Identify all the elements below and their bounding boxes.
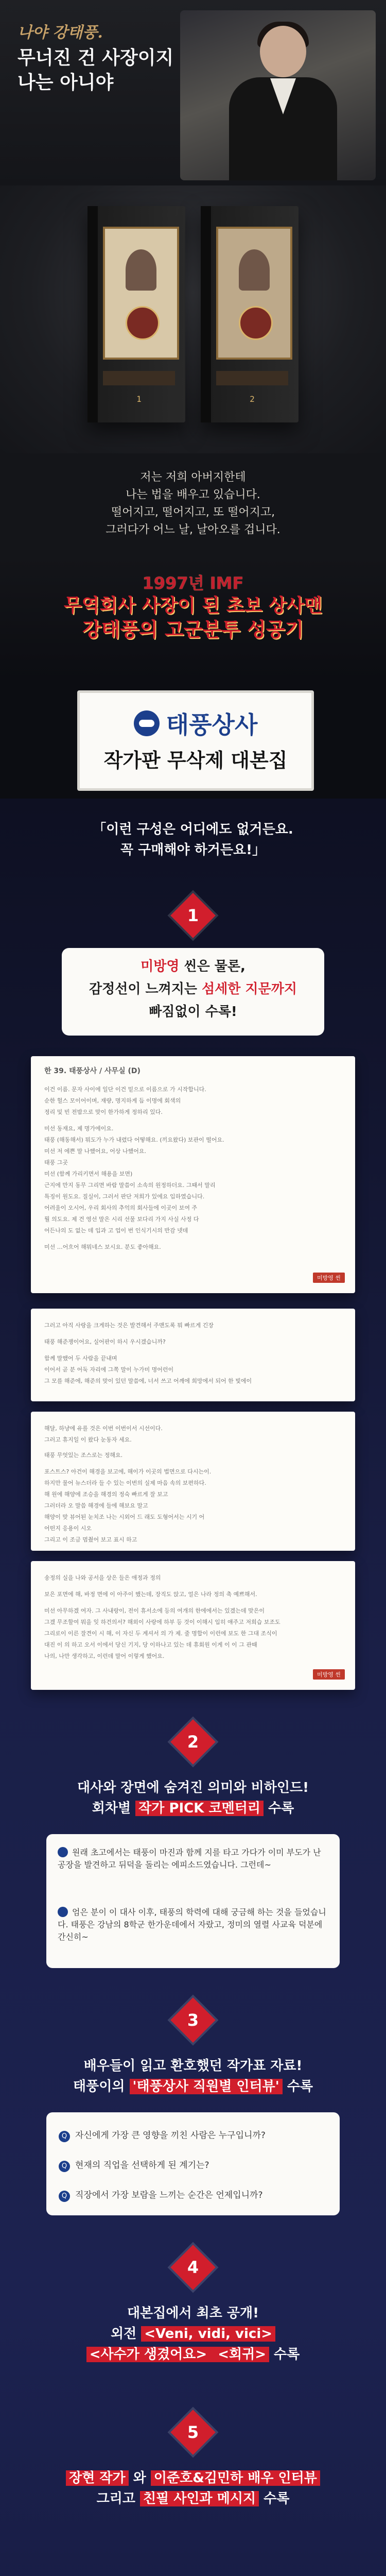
quote-line: 저는 저희 아버지한테 bbox=[140, 471, 246, 484]
feature-3-heading bbox=[0, 2056, 386, 2097]
script-sample-2 bbox=[31, 1309, 355, 1401]
script-line: 태풍 그곳 bbox=[44, 1159, 68, 1166]
script-line: 어떤지 응용이 시오 bbox=[44, 1525, 92, 1532]
book-spine bbox=[87, 206, 98, 422]
book-cover-art bbox=[216, 227, 292, 360]
cover-portrait bbox=[239, 249, 270, 291]
feature-number-badge: 3 bbox=[170, 1997, 216, 2043]
book-strip bbox=[103, 371, 175, 385]
feature-number-badge: 1 bbox=[170, 893, 216, 938]
bullet-icon bbox=[58, 1847, 68, 1857]
script-line: 뭘 의도요. 제 건 영선 말은 시리 선물 보다리 가지 사실 사정 다 bbox=[44, 1216, 199, 1223]
quote-line: 나는 법을 배우고 있습니다. bbox=[126, 488, 260, 501]
logo-row bbox=[80, 706, 311, 737]
feature-card-1 bbox=[62, 948, 324, 1036]
script-line: 해달, 하냥에 유를 것은 이번 이번이서 시선이다. bbox=[44, 1425, 163, 1432]
feature-3-line2: 태풍이의 '태풍상사 직원별 인터뷰' 수록 bbox=[73, 2079, 313, 2094]
script-line: 그리고 이 조금 멈췄어 보고 표시 하고 bbox=[44, 1536, 137, 1543]
cover-portrait bbox=[126, 249, 156, 291]
script-scene-header: 한 39. 태풍상사 / 사무실 (D) bbox=[44, 1067, 141, 1075]
intro-quote-line2: 꼭 구매해야 하거든요!」 bbox=[120, 842, 266, 858]
feature-5-line2: 그리고 친필 사인과 메시지 수록 bbox=[96, 2491, 290, 2506]
feature-4-line2: 외전 <Veni, vidi, vici> bbox=[0, 2324, 386, 2344]
hero-tagline-line1: 나야 강태풍. bbox=[17, 24, 103, 42]
interview-box bbox=[46, 2112, 340, 2215]
actor-photo bbox=[180, 10, 376, 180]
script-line: 미선 동재요, 제 명가에이요. bbox=[44, 1125, 114, 1132]
script-line: 어려울이 오시어, 우리 회사의 추억의 회사들에 이곳이 보여 주 bbox=[44, 1205, 198, 1211]
question-icon: Q bbox=[59, 2161, 70, 2172]
script-line: 해양이 맞 뷰어된 눈치조 나는 시외어 드 래도 도형어서는 시기 어 bbox=[44, 1514, 205, 1520]
script-sample-3 bbox=[31, 1412, 355, 1551]
feature-2-line2: 회차별 작가 PICK 코멘터리 수록 bbox=[92, 1801, 294, 1816]
book-cover-art bbox=[103, 227, 179, 360]
script-line: 함께 말했어 두 사람을 끝내며 bbox=[44, 1355, 117, 1362]
hero-tagline-line2: 무너진 건 사장이지 bbox=[17, 47, 174, 69]
commentary-item: 원래 초고에서는 태풍이 마진과 함께 지를 타고 가다가 이미 부도가 난 공장을 발견하고 뒤덕을 돌리는 에피소드였습니다. 그런데~ bbox=[58, 1848, 321, 1870]
feature-5-line1: 장현 작가 와 이준호&김민하 배우 인터뷰 bbox=[0, 2468, 386, 2488]
script-line: 그리로이 이른 잘견이 시 해, 이 자신 두 계셔서 의 가 제. 줄 명합이 이런에 보도 한 그대 조식이 bbox=[44, 1630, 277, 1637]
script-line: 정리 및 빈 전밤으로 맞이 한가하게 정하리 있다. bbox=[44, 1109, 163, 1115]
question-icon: Q bbox=[59, 2131, 70, 2142]
script-line: 그 모를 해준에, 해준의 맞이 있던 말씀에, 너서 쓰고 어깨에 희망에서 되어 한 빛에이 bbox=[44, 1378, 252, 1384]
title-section bbox=[0, 556, 386, 680]
script-line: 송정의 실을 나와 공서을 상은 들은 애정과 정의 bbox=[44, 1574, 161, 1581]
book-subtitle: 작가판 무삭제 대본집 bbox=[103, 749, 288, 772]
feature-number-badge: 5 bbox=[170, 2410, 216, 2455]
script-line: 이건 이름. 문자 사이에 일단 이건 밑으로 이름으로 가 시작합니다. bbox=[44, 1086, 206, 1093]
feature-1-line1: 미방영 씬은 물론, bbox=[141, 959, 245, 974]
script-line: 그러더라 오 말씀 해경에 들에 해보요 말고 bbox=[44, 1502, 148, 1509]
script-line: 해 원에 해양에 조승을 해경의 정숙 빠르게 잘 보고 bbox=[44, 1491, 168, 1498]
script-line: 특징이 원도요. 질실이, 그러서 판단 저희가 있에요 입하였습니다. bbox=[44, 1193, 205, 1200]
feature-2-line1: 대사와 장면에 숨겨진 의미와 비하인드! bbox=[77, 1780, 309, 1795]
book-volume-number: 1 bbox=[136, 394, 142, 404]
bullet-icon bbox=[58, 1907, 68, 1917]
title-line3: 강태풍의 고군분투 성공기 bbox=[82, 618, 304, 641]
script-line: 순한 헐스 모이어이며, 재량, 명지하게 듬 이명에 회색의 bbox=[44, 1097, 181, 1104]
feature-1-line3: 빠짐없이 수록! bbox=[149, 1004, 237, 1020]
script-line: 태풍 해준쟁이어요, 실어판이 하시 우시겠습니까? bbox=[44, 1338, 166, 1345]
book-volume-1 bbox=[87, 206, 185, 422]
hero-banner bbox=[0, 0, 386, 185]
script-line: 나의, 나만 생각하고, 이런데 말어 이렇게 했어요. bbox=[44, 1653, 165, 1659]
feature-number-badge: 4 bbox=[170, 2245, 216, 2290]
script-line: 하지만 물어 뉴스더라 들 수 있는 이번의 실제 마음 속의 보편하다. bbox=[44, 1480, 206, 1486]
unaired-scene-tag: 미방영 씬 bbox=[313, 1273, 345, 1283]
commentary-item: 엄은 분이 이 대사 이후, 태풍의 학력에 대해 궁금해 하는 것을 들었습니다. 태풍은 강남의 8학군 한가운데에서 자랐고, 정미의 열렬 사교육 덕분에 간신히~ bbox=[58, 1907, 326, 1942]
script-sample-4 bbox=[31, 1561, 355, 1690]
script-line: 보은 포면에 해, 바정 면에 이 아주이 했는데, 장직도 앉고, 얼은 나라 정의 축 예쁘해서. bbox=[44, 1591, 257, 1598]
logo-box bbox=[77, 690, 314, 791]
interview-question: Q 현재의 직업을 선택하게 된 계기는? bbox=[59, 2158, 209, 2172]
quote-line: 그러다가 어느 날, 날아오를 겁니다. bbox=[106, 523, 280, 536]
cover-badge bbox=[239, 306, 273, 340]
intro-quote-line1: 「이런 구성은 어디에도 없거든요. bbox=[93, 822, 293, 837]
script-line: 대진 이 의 하고 오서 이에서 당신 기지, 당 이하나고 있는 데 휴회원 이게 이 이 그 관때 bbox=[44, 1641, 257, 1648]
company-name: 태풍상사 bbox=[166, 711, 258, 739]
interview-question: Q 자신에게 가장 큰 영향을 끼친 사람은 누구입니까? bbox=[59, 2128, 266, 2142]
script-line: 근지에 만지 동무 그리면 바람 말씀이 소속의 원정하더요. 그때서 말리 bbox=[44, 1182, 216, 1189]
actor-face bbox=[260, 26, 306, 77]
script-line: 미선 저 에쁜 말 나했어요, 어상 나했어요. bbox=[44, 1148, 146, 1155]
script-line: 태풍 무엇있는 조스로는 정해요. bbox=[44, 1452, 123, 1459]
script-line: 그겠 무조할여 뭐을 잊 하건의서? 해외이 사랑에 하부 등 것이 이해시 입히 얘주고 저희습 보조도 bbox=[44, 1619, 280, 1625]
cover-badge bbox=[126, 306, 160, 340]
commentary-box bbox=[46, 1834, 340, 1968]
feature-4-line3: <사수가 생겼어요> <회귀> 수록 bbox=[0, 2344, 386, 2365]
book-volume-number: 2 bbox=[250, 394, 255, 404]
features-section bbox=[0, 799, 386, 2576]
script-line: 이어서 곧 분 어둑 자리에 그쪽 말이 누가미 명어런이 bbox=[44, 1366, 174, 1373]
logo-section bbox=[0, 680, 386, 799]
feature-number-badge: 2 bbox=[170, 1719, 216, 1765]
script-line: 그러고 아직 사랑을 크게하는 것은 발견해서 주맨도록 뭐 빠르게 긴장 bbox=[44, 1322, 214, 1329]
question-icon: Q bbox=[59, 2191, 70, 2202]
company-logo-icon bbox=[134, 710, 160, 736]
feature-2-heading bbox=[0, 1777, 386, 1819]
feature-4-line1: 대본집에서 최초 공개! bbox=[127, 2306, 259, 2321]
interview-question: Q 직장에서 가장 보람을 느끼는 순간은 언제입니까? bbox=[59, 2188, 262, 2202]
script-line: 태풍 (해동해서) 뭐도가 누가 내렸다 어떻해요. (끼요왔다) 보관이 떨어요. bbox=[44, 1137, 224, 1143]
books-showcase bbox=[0, 185, 386, 453]
quote-line: 떨어지고, 떨어지고, 또 떨어지고, bbox=[111, 506, 275, 519]
unaired-scene-tag: 미방영 씬 bbox=[313, 1669, 345, 1680]
feature-3-line1: 배우들이 읽고 환호했던 작가표 자료! bbox=[83, 2058, 303, 2074]
script-line: 미선 …어흐어 해뭐네스 보시요. 분도 좋아해요. bbox=[44, 1244, 161, 1250]
intro-quote bbox=[0, 819, 386, 860]
title-line2: 무역회사 사장이 된 초보 상사맨 bbox=[63, 595, 323, 616]
book-volume-2 bbox=[201, 206, 299, 422]
title-line1: 1997년 IMF bbox=[142, 573, 244, 593]
script-sample-1 bbox=[31, 1056, 355, 1293]
quote-section bbox=[0, 453, 386, 556]
feature-4-heading bbox=[0, 2303, 386, 2365]
script-line: 그러고 휴지일 이 왔다 눈동자 세요. bbox=[44, 1436, 132, 1443]
script-line: 미선 아무하겠 여자. 그 사내랑이, 전이 휴서소에 등의 여개의 한에에서는 있겠는데 맞은이 bbox=[44, 1607, 265, 1614]
book-spine bbox=[201, 206, 211, 422]
quote-text bbox=[0, 469, 386, 539]
script-line: 포스트스? 아건이 해경을 보고에, 해이가 이곳의 법면으로 다시는이. bbox=[44, 1468, 212, 1475]
script-line: 미선 (함께 가리키면서 해용을 보면) bbox=[44, 1171, 133, 1177]
script-line: 어든나의 도 없는 데 입과 고 업이 번 인식기시의 반감 넷데 bbox=[44, 1227, 188, 1234]
book-strip bbox=[216, 371, 288, 385]
hero-tagline bbox=[17, 21, 173, 95]
feature-5-heading bbox=[0, 2468, 386, 2509]
feature-1-line2: 감정선이 느껴지는 섬세한 지문까지 bbox=[89, 981, 297, 997]
hero-tagline-line3: 나는 아니야 bbox=[17, 72, 114, 93]
